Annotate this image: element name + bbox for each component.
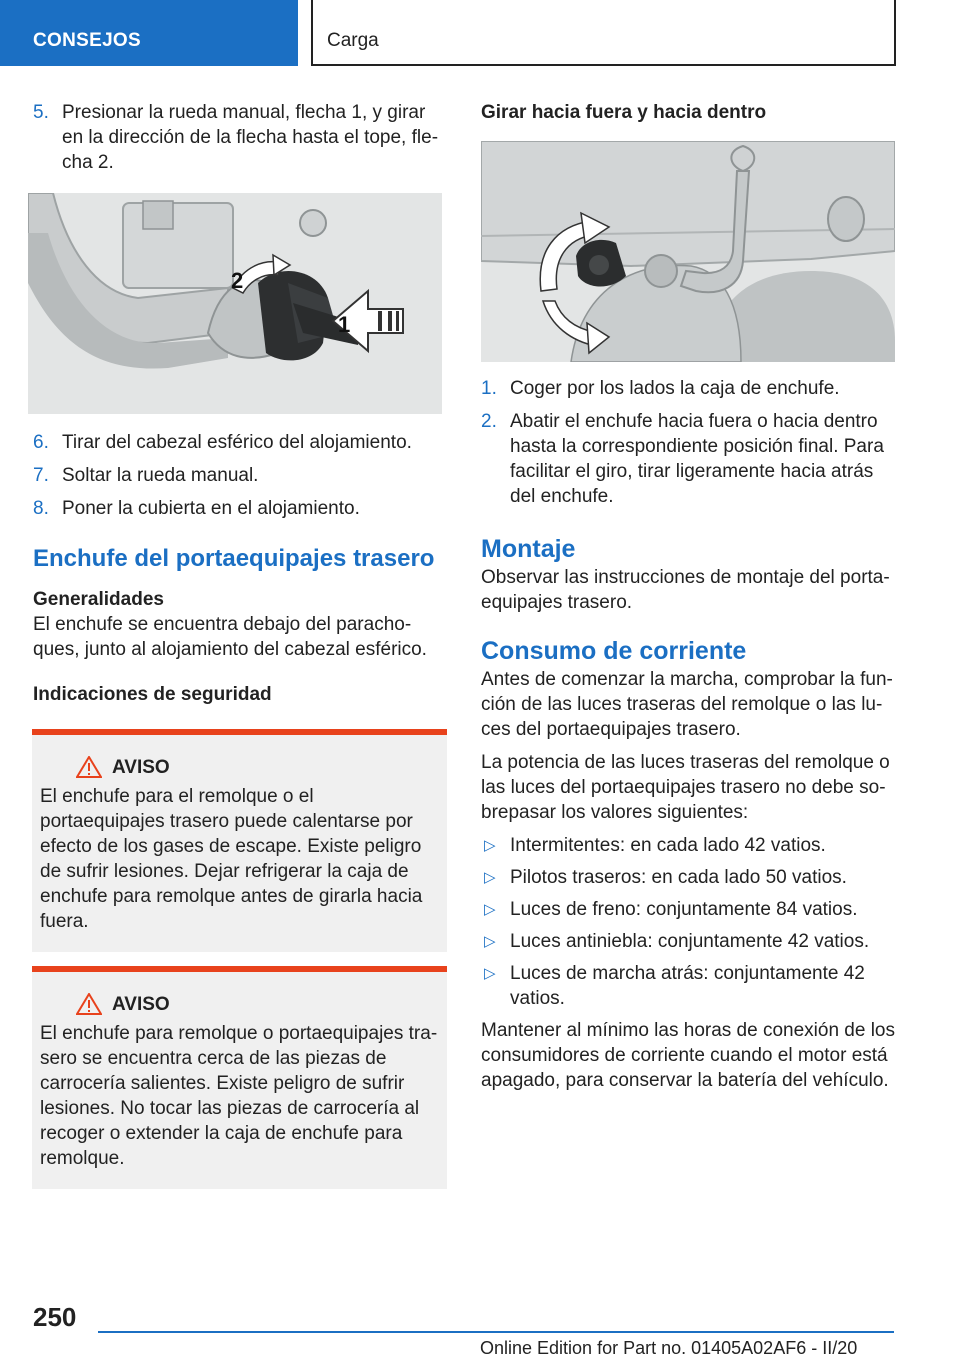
subheading-general: Generalidades <box>33 589 164 610</box>
step-6 <box>33 430 447 455</box>
step-text: Poner la cubierta en el alojamiento. <box>62 498 360 519</box>
figure-hand-wheel <box>28 193 442 414</box>
consumo-text-2: La potencia de las luces traseras del remolque o las luces del portaequipajes trasero no debe sobrepasar los valores siguientes: <box>481 752 890 823</box>
swing-socket-illustration <box>481 141 895 362</box>
edition-text: Online Edition for Part no. 01405A02AF6 - II/20 <box>480 1338 858 1358</box>
consumo-text-1: Antes de comenzar la marcha, comprobar la función de las luces traseras del remolque o las luces del portaequipajes trasero. <box>481 669 893 740</box>
step-2 <box>481 409 895 509</box>
chapter-title: Carga <box>327 30 379 51</box>
montaje-heading: Montaje <box>481 535 576 563</box>
warning-text: El enchufe para el remolque o el portaequipajes trasero puede calentarse por efecto de los gases de escape. Existe peligro de sufrir lesiones. Dejar refrigerar la caja de enchufe para remolque antes de girarla hacia fuera. <box>40 786 423 932</box>
triangle-bullet-icon: ▷ <box>484 901 496 918</box>
general-text: El enchufe se encuentra debajo del parachoques, junto al alojamiento del cabezal esférico. <box>33 614 427 660</box>
list-item: ▷ Luces de freno: conjuntamente 84 vatios. <box>484 899 858 920</box>
figure-swing-socket <box>481 141 895 362</box>
step-text: Abatir el enchufe hacia fuera o hacia dentro hasta la correspondiente posición final. Para facilitar el giro, tirar ligeramente hacia atrás del enchufe. <box>510 411 884 507</box>
list-item: ▷ Pilotos traseros: en cada lado 50 vatios. <box>484 867 847 888</box>
page-number: 250 <box>33 1302 77 1332</box>
step-number: 6. <box>33 432 49 453</box>
step-text: Coger por los lados la caja de enchufe. <box>510 378 840 399</box>
right-column <box>481 100 895 1101</box>
warning-triangle-icon <box>76 756 102 778</box>
section-heading: Enchufe del portaequipajes trasero <box>33 545 435 572</box>
warning-box-2 <box>32 966 447 1189</box>
section-tab <box>0 0 298 66</box>
subheading-safety: Indicaciones de seguridad <box>33 684 272 705</box>
warning-box-1 <box>32 729 447 952</box>
arrow-label-1: 1 <box>338 312 351 337</box>
step-7 <box>33 463 447 488</box>
step-number: 8. <box>33 498 49 519</box>
step-1 <box>481 376 895 401</box>
step-text: Presionar la rueda manual, flecha 1, y girar en la dirección de la flecha hasta el tope, flecha 2. <box>62 102 439 173</box>
step-5 <box>33 100 447 175</box>
warning-title: AVISO <box>76 755 439 780</box>
triangle-bullet-icon: ▷ <box>484 837 496 854</box>
triangle-bullet-icon: ▷ <box>484 933 496 950</box>
warning-title: AVISO <box>76 992 439 1017</box>
warning-triangle-icon <box>76 993 102 1015</box>
triangle-bullet-icon: ▷ <box>484 869 496 886</box>
left-column <box>33 100 447 1189</box>
footer-divider <box>98 1331 894 1333</box>
step-number: 1. <box>481 378 497 399</box>
section-title: CONSEJOS <box>33 30 141 51</box>
step-text: Tirar del cabezal esférico del alojamiento. <box>62 432 412 453</box>
montaje-text: Observar las instrucciones de montaje del portaequipajes trasero. <box>481 567 890 613</box>
closing-text: Mantener al mínimo las horas de conexión de los consumidores de corriente cuando el motor está apagado, para conservar la batería del vehículo. <box>481 1020 896 1091</box>
list-item: ▷ Luces de marcha atrás: conjuntamente 42 vatios. <box>484 963 865 1009</box>
subheading-swing: Girar hacia fuera y hacia dentro <box>481 102 767 123</box>
warning-text: El enchufe para remolque o portaequipajes trasero se encuentra cerca de las piezas de carrocería salientes. Existe peligro de sufrir lesiones. No tocar las piezas de carrocería al recoger o extender la caja de enchufe para remolque. <box>40 1023 438 1169</box>
step-number: 5. <box>33 102 49 123</box>
power-limits-list <box>481 833 895 1011</box>
step-number: 7. <box>33 465 49 486</box>
step-number: 2. <box>481 411 497 432</box>
step-text: Soltar la rueda manual. <box>62 465 259 486</box>
arrow-label-2: 2 <box>231 268 244 293</box>
consumo-heading: Consumo de corriente <box>481 637 747 665</box>
chapter-header <box>311 0 896 66</box>
step-8 <box>33 496 447 521</box>
triangle-bullet-icon: ▷ <box>484 965 496 982</box>
hand-wheel-illustration <box>28 193 442 414</box>
list-item: ▷ Intermitentes: en cada lado 42 vatios. <box>484 835 826 856</box>
list-item: ▷ Luces antiniebla: conjuntamente 42 vatios. <box>484 931 870 952</box>
